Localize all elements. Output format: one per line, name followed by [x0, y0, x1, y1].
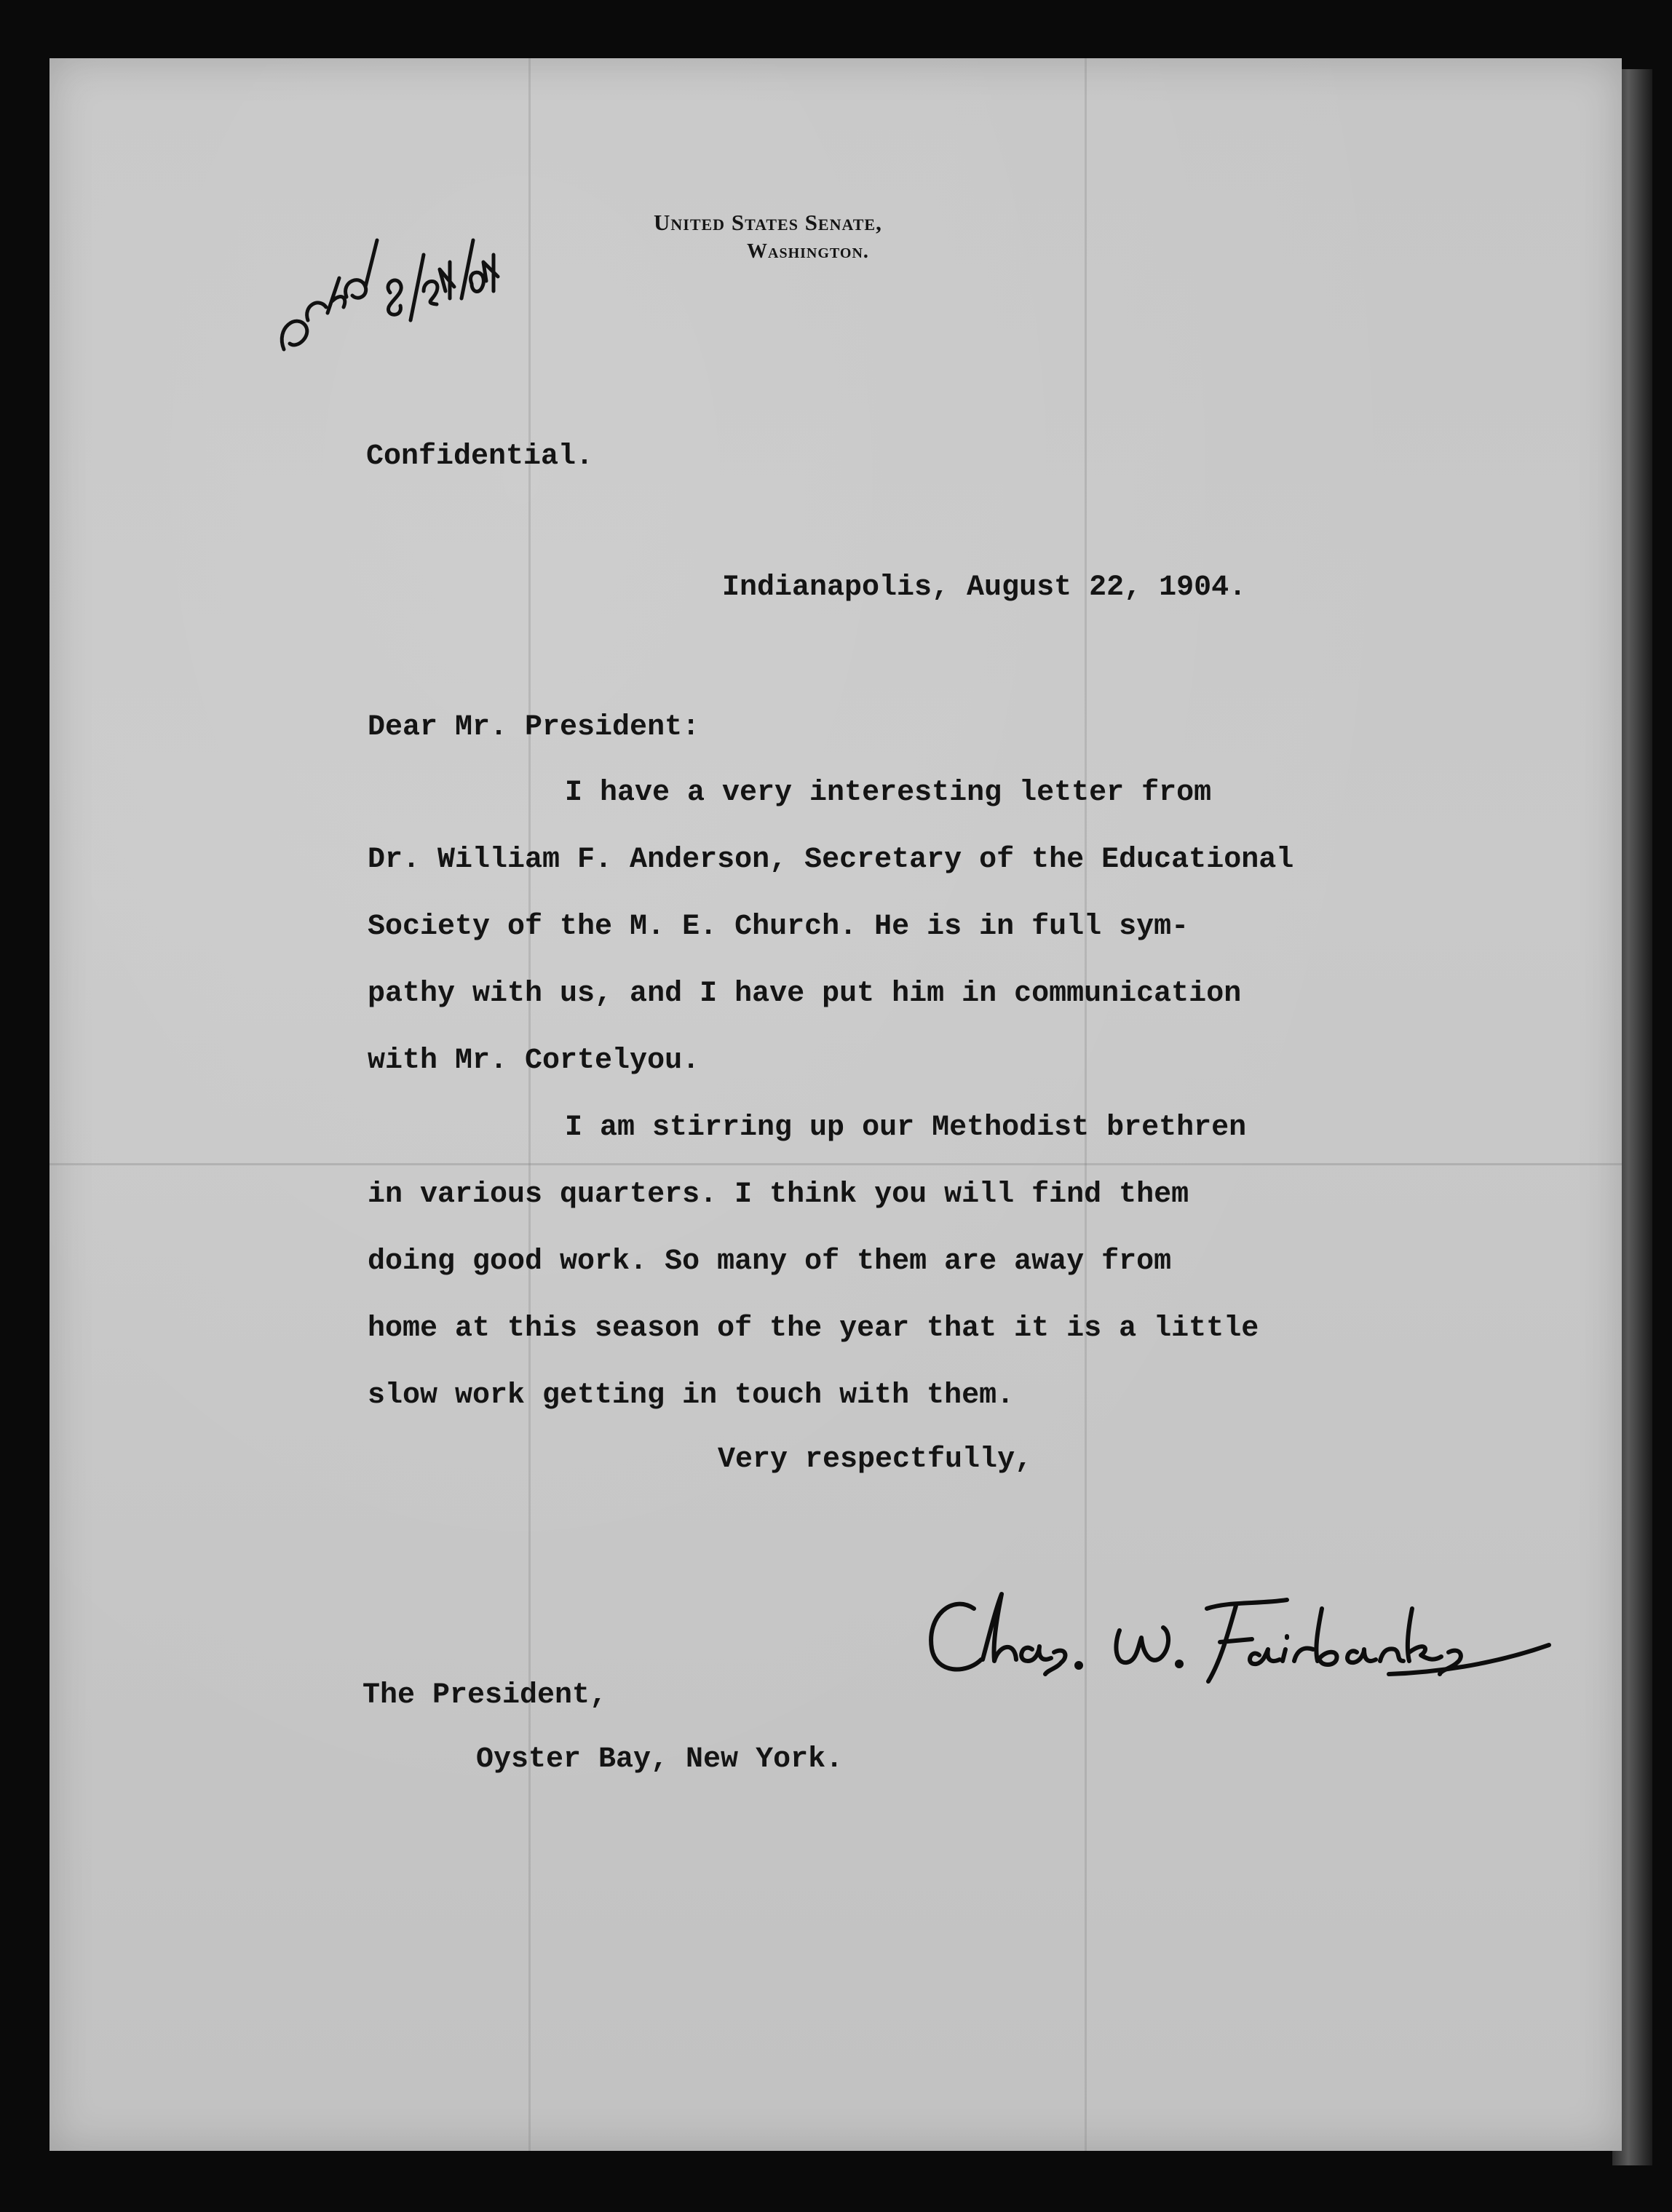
body-line-8: doing good work. So many of them are away from — [368, 1245, 1172, 1278]
body-line-9: home at this season of the year that it is a little — [368, 1312, 1259, 1345]
salutation: Dear Mr. President: — [368, 711, 700, 744]
fold-line — [1085, 58, 1087, 2151]
place-and-date: Indianapolis, August 22, 1904. — [722, 571, 1247, 604]
fold-line — [49, 1163, 1622, 1165]
body-line-10: slow work getting in touch with them. — [368, 1379, 1015, 1412]
body-line-7: in various quarters. I think you will find them — [368, 1178, 1189, 1211]
body-line-2: Dr. William F. Anderson, Secretary of the Educational — [368, 844, 1294, 876]
letterhead-line-1: United States Senate, — [654, 210, 882, 235]
handwritten-acknowledgement-note — [268, 211, 501, 371]
body-line-4: pathy with us, and I have put him in communication — [368, 978, 1242, 1010]
letter-page — [49, 58, 1622, 2151]
letterhead-line-2: Washington. — [747, 240, 869, 263]
addressee-line-1: The President, — [362, 1679, 608, 1712]
body-line-6: I am stirring up our Methodist brethren — [565, 1111, 1247, 1144]
body-line-3: Society of the M. E. Church. He is in full sym- — [368, 911, 1189, 943]
confidential-marking: Confidential. — [366, 440, 594, 473]
body-line-1: I have a very interesting letter from — [565, 777, 1212, 809]
handwritten-signature — [923, 1579, 1578, 1696]
body-line-5: with Mr. Cortelyou. — [368, 1044, 700, 1077]
closing: Very respectfully, — [718, 1443, 1033, 1476]
fold-line — [528, 58, 531, 2151]
addressee-line-2: Oyster Bay, New York. — [476, 1743, 844, 1776]
